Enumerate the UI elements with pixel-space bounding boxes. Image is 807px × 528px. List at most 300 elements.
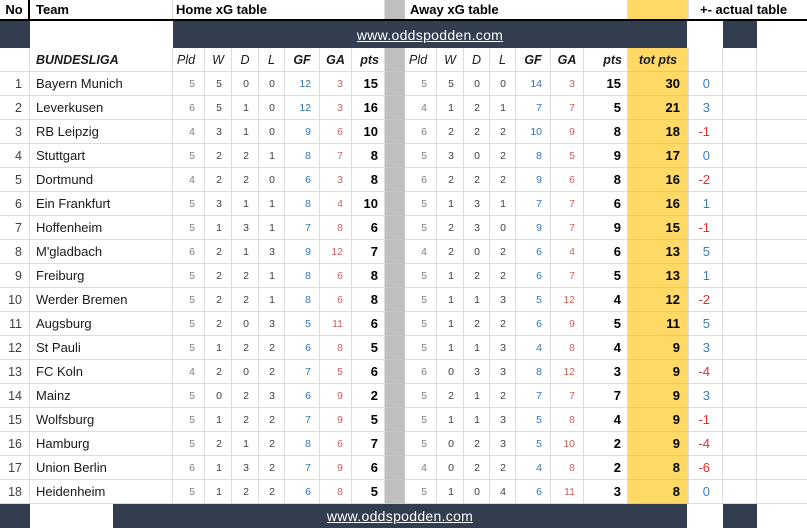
cell-home-pld[interactable]: 5 (173, 336, 205, 360)
cell-team-name[interactable]: Freiburg (30, 264, 173, 288)
cell-empty-x2[interactable] (757, 384, 807, 408)
cell-home-pts[interactable]: 5 (352, 480, 385, 504)
cell-home-ga[interactable]: 8 (320, 336, 352, 360)
cell-away-gf[interactable]: 6 (516, 480, 551, 504)
cell-home-w[interactable]: 1 (205, 480, 232, 504)
cell-team-name[interactable]: Hoffenheim (30, 216, 173, 240)
cell-away-l[interactable]: 2 (490, 312, 516, 336)
cell-actual-diff[interactable]: 1 (689, 264, 723, 288)
cell-rank[interactable]: 6 (0, 192, 30, 216)
cell-tot-pts[interactable]: 8 (628, 480, 689, 504)
cell-home-d[interactable]: 0 (232, 360, 259, 384)
cell-empty-x2[interactable] (757, 360, 807, 384)
cell-away-l[interactable]: 2 (490, 168, 516, 192)
cell-home-pld[interactable]: 5 (173, 216, 205, 240)
cell-away-pld[interactable]: 5 (405, 480, 437, 504)
cell-away-pts[interactable]: 7 (584, 384, 628, 408)
cell-rank[interactable]: 14 (0, 384, 30, 408)
cell-empty-x2[interactable] (757, 96, 807, 120)
cell-away-l[interactable]: 1 (490, 192, 516, 216)
cell-empty-x1[interactable] (723, 144, 757, 168)
cell-empty-x2[interactable] (757, 72, 807, 96)
cell-away-ga[interactable]: 3 (551, 72, 584, 96)
cell-actual-diff[interactable]: 3 (689, 336, 723, 360)
cell-home-gf[interactable]: 7 (285, 216, 320, 240)
cell-home-d[interactable]: 2 (232, 480, 259, 504)
cell-home-l[interactable]: 0 (259, 72, 285, 96)
cell-away-w[interactable]: 1 (437, 288, 464, 312)
cell-away-pts[interactable]: 4 (584, 336, 628, 360)
cell-team-name[interactable]: Werder Bremen (30, 288, 173, 312)
cell-team-name[interactable]: Bayern Munich (30, 72, 173, 96)
cell-home-l[interactable]: 0 (259, 120, 285, 144)
cell-away-w[interactable]: 2 (437, 216, 464, 240)
cell-home-ga[interactable]: 9 (320, 408, 352, 432)
cell-away-d[interactable]: 1 (464, 288, 490, 312)
cell-home-d[interactable]: 0 (232, 312, 259, 336)
cell-home-d[interactable]: 1 (232, 240, 259, 264)
cell-empty-x2[interactable] (757, 168, 807, 192)
cell-away-pts[interactable]: 2 (584, 456, 628, 480)
cell-rank[interactable]: 3 (0, 120, 30, 144)
cell-home-gf[interactable]: 12 (285, 72, 320, 96)
cell-home-ga[interactable]: 11 (320, 312, 352, 336)
cell-empty-x2[interactable] (757, 432, 807, 456)
cell-rank[interactable]: 9 (0, 264, 30, 288)
cell-home-d[interactable]: 1 (232, 96, 259, 120)
cell-rank[interactable]: 18 (0, 480, 30, 504)
cell-away-l[interactable]: 2 (490, 144, 516, 168)
cell-team-name[interactable]: Heidenheim (30, 480, 173, 504)
cell-away-w[interactable]: 2 (437, 240, 464, 264)
cell-tot-pts[interactable]: 16 (628, 168, 689, 192)
cell-away-pld[interactable]: 5 (405, 192, 437, 216)
cell-away-pts[interactable]: 2 (584, 432, 628, 456)
cell-home-pts[interactable]: 5 (352, 408, 385, 432)
cell-home-pts[interactable]: 10 (352, 120, 385, 144)
cell-away-w[interactable]: 1 (437, 312, 464, 336)
cell-away-l[interactable]: 0 (490, 216, 516, 240)
cell-away-gf[interactable]: 7 (516, 384, 551, 408)
cell-home-pld[interactable]: 4 (173, 120, 205, 144)
cell-empty-x1[interactable] (723, 336, 757, 360)
cell-home-pts[interactable]: 10 (352, 192, 385, 216)
cell-empty-x1[interactable] (723, 360, 757, 384)
cell-empty-x2[interactable] (757, 240, 807, 264)
cell-home-w[interactable]: 2 (205, 144, 232, 168)
cell-away-pld[interactable]: 6 (405, 360, 437, 384)
cell-home-pts[interactable]: 8 (352, 264, 385, 288)
cell-team-name[interactable]: Leverkusen (30, 96, 173, 120)
cell-home-w[interactable]: 0 (205, 384, 232, 408)
cell-actual-diff[interactable]: 0 (689, 480, 723, 504)
cell-home-pld[interactable]: 6 (173, 96, 205, 120)
cell-away-gf[interactable]: 8 (516, 144, 551, 168)
cell-home-pld[interactable]: 4 (173, 360, 205, 384)
cell-home-pld[interactable]: 5 (173, 72, 205, 96)
cell-tot-pts[interactable]: 9 (628, 360, 689, 384)
cell-home-pts[interactable]: 15 (352, 72, 385, 96)
cell-away-pld[interactable]: 5 (405, 264, 437, 288)
cell-home-ga[interactable]: 12 (320, 240, 352, 264)
cell-home-pld[interactable]: 5 (173, 480, 205, 504)
cell-away-pts[interactable]: 9 (584, 216, 628, 240)
cell-away-l[interactable]: 3 (490, 360, 516, 384)
cell-away-ga[interactable]: 4 (551, 240, 584, 264)
cell-home-d[interactable]: 2 (232, 168, 259, 192)
cell-away-gf[interactable]: 6 (516, 264, 551, 288)
cell-home-w[interactable]: 2 (205, 240, 232, 264)
cell-home-pts[interactable]: 7 (352, 240, 385, 264)
cell-team-name[interactable]: Dortmund (30, 168, 173, 192)
cell-home-ga[interactable]: 7 (320, 144, 352, 168)
cell-home-w[interactable]: 3 (205, 120, 232, 144)
cell-actual-diff[interactable]: 1 (689, 192, 723, 216)
cell-home-l[interactable]: 2 (259, 432, 285, 456)
cell-home-pts[interactable]: 8 (352, 288, 385, 312)
cell-away-ga[interactable]: 5 (551, 144, 584, 168)
cell-away-d[interactable]: 2 (464, 96, 490, 120)
cell-away-l[interactable]: 3 (490, 432, 516, 456)
cell-away-d[interactable]: 0 (464, 240, 490, 264)
cell-away-w[interactable]: 2 (437, 168, 464, 192)
cell-tot-pts[interactable]: 17 (628, 144, 689, 168)
cell-empty-x1[interactable] (723, 264, 757, 288)
cell-actual-diff[interactable]: 5 (689, 312, 723, 336)
cell-empty-x1[interactable] (723, 432, 757, 456)
cell-team-name[interactable]: Mainz (30, 384, 173, 408)
cell-away-pts[interactable]: 8 (584, 120, 628, 144)
cell-away-d[interactable]: 0 (464, 72, 490, 96)
cell-empty-x1[interactable] (723, 72, 757, 96)
cell-away-ga[interactable]: 7 (551, 216, 584, 240)
cell-tot-pts[interactable]: 8 (628, 456, 689, 480)
cell-actual-diff[interactable]: -1 (689, 120, 723, 144)
cell-away-d[interactable]: 2 (464, 120, 490, 144)
cell-empty-x2[interactable] (757, 288, 807, 312)
cell-home-gf[interactable]: 8 (285, 144, 320, 168)
cell-home-gf[interactable]: 6 (285, 168, 320, 192)
cell-home-l[interactable]: 1 (259, 288, 285, 312)
cell-actual-diff[interactable]: -4 (689, 432, 723, 456)
cell-team-name[interactable]: Stuttgart (30, 144, 173, 168)
cell-away-l[interactable]: 2 (490, 120, 516, 144)
cell-home-ga[interactable]: 3 (320, 96, 352, 120)
cell-actual-diff[interactable]: 3 (689, 384, 723, 408)
cell-tot-pts[interactable]: 13 (628, 264, 689, 288)
cell-away-gf[interactable]: 8 (516, 360, 551, 384)
cell-home-l[interactable]: 2 (259, 336, 285, 360)
cell-empty-x2[interactable] (757, 120, 807, 144)
cell-empty-x2[interactable] (757, 456, 807, 480)
cell-away-l[interactable]: 3 (490, 288, 516, 312)
cell-away-gf[interactable]: 4 (516, 456, 551, 480)
cell-team-name[interactable]: RB Leipzig (30, 120, 173, 144)
cell-away-d[interactable]: 3 (464, 192, 490, 216)
cell-rank[interactable]: 4 (0, 144, 30, 168)
cell-empty-x1[interactable] (723, 480, 757, 504)
cell-team-name[interactable]: St Pauli (30, 336, 173, 360)
cell-home-gf[interactable]: 8 (285, 264, 320, 288)
cell-home-pld[interactable]: 6 (173, 456, 205, 480)
cell-away-l[interactable]: 2 (490, 456, 516, 480)
cell-away-ga[interactable]: 12 (551, 360, 584, 384)
cell-home-pld[interactable]: 6 (173, 240, 205, 264)
cell-actual-diff[interactable]: 0 (689, 72, 723, 96)
cell-actual-diff[interactable]: 0 (689, 144, 723, 168)
cell-home-pld[interactable]: 5 (173, 432, 205, 456)
cell-away-d[interactable]: 1 (464, 336, 490, 360)
cell-rank[interactable]: 13 (0, 360, 30, 384)
cell-away-w[interactable]: 1 (437, 336, 464, 360)
cell-home-ga[interactable]: 6 (320, 432, 352, 456)
cell-home-ga[interactable]: 3 (320, 72, 352, 96)
cell-rank[interactable]: 12 (0, 336, 30, 360)
cell-home-gf[interactable]: 7 (285, 360, 320, 384)
cell-empty-x1[interactable] (723, 456, 757, 480)
cell-home-d[interactable]: 2 (232, 144, 259, 168)
cell-away-l[interactable]: 4 (490, 480, 516, 504)
cell-home-l[interactable]: 0 (259, 168, 285, 192)
cell-rank[interactable]: 2 (0, 96, 30, 120)
cell-away-l[interactable]: 2 (490, 264, 516, 288)
cell-home-pld[interactable]: 5 (173, 408, 205, 432)
cell-tot-pts[interactable]: 16 (628, 192, 689, 216)
cell-rank[interactable]: 15 (0, 408, 30, 432)
cell-empty-x2[interactable] (757, 192, 807, 216)
cell-away-gf[interactable]: 5 (516, 408, 551, 432)
cell-away-gf[interactable]: 5 (516, 288, 551, 312)
cell-home-ga[interactable]: 8 (320, 216, 352, 240)
cell-home-gf[interactable]: 8 (285, 288, 320, 312)
cell-away-w[interactable]: 1 (437, 264, 464, 288)
cell-tot-pts[interactable]: 9 (628, 336, 689, 360)
cell-home-gf[interactable]: 8 (285, 432, 320, 456)
cell-empty-x2[interactable] (757, 408, 807, 432)
cell-away-d[interactable]: 0 (464, 480, 490, 504)
cell-home-l[interactable]: 1 (259, 264, 285, 288)
cell-home-w[interactable]: 5 (205, 96, 232, 120)
cell-home-w[interactable]: 5 (205, 72, 232, 96)
cell-away-d[interactable]: 3 (464, 360, 490, 384)
cell-away-ga[interactable]: 7 (551, 264, 584, 288)
cell-away-d[interactable]: 3 (464, 216, 490, 240)
cell-away-d[interactable]: 0 (464, 144, 490, 168)
cell-away-pld[interactable]: 6 (405, 120, 437, 144)
cell-tot-pts[interactable]: 9 (628, 384, 689, 408)
cell-team-name[interactable]: FC Koln (30, 360, 173, 384)
cell-away-pts[interactable]: 8 (584, 168, 628, 192)
cell-away-d[interactable]: 1 (464, 384, 490, 408)
cell-home-w[interactable]: 3 (205, 192, 232, 216)
cell-away-w[interactable]: 0 (437, 432, 464, 456)
cell-away-pts[interactable]: 5 (584, 96, 628, 120)
cell-away-l[interactable]: 1 (490, 96, 516, 120)
cell-home-w[interactable]: 1 (205, 408, 232, 432)
cell-home-ga[interactable]: 6 (320, 264, 352, 288)
cell-away-d[interactable]: 2 (464, 312, 490, 336)
cell-home-l[interactable]: 3 (259, 312, 285, 336)
cell-empty-x2[interactable] (757, 144, 807, 168)
cell-away-pts[interactable]: 15 (584, 72, 628, 96)
cell-home-pts[interactable]: 16 (352, 96, 385, 120)
cell-home-w[interactable]: 1 (205, 216, 232, 240)
cell-away-ga[interactable]: 8 (551, 456, 584, 480)
cell-empty-x1[interactable] (723, 312, 757, 336)
cell-away-ga[interactable]: 11 (551, 480, 584, 504)
cell-away-pld[interactable]: 5 (405, 72, 437, 96)
cell-home-ga[interactable]: 9 (320, 456, 352, 480)
cell-empty-x2[interactable] (757, 336, 807, 360)
cell-away-ga[interactable]: 12 (551, 288, 584, 312)
cell-home-l[interactable]: 1 (259, 216, 285, 240)
cell-away-l[interactable]: 2 (490, 384, 516, 408)
cell-home-pts[interactable]: 8 (352, 168, 385, 192)
cell-home-gf[interactable]: 9 (285, 120, 320, 144)
cell-away-pts[interactable]: 6 (584, 240, 628, 264)
cell-home-w[interactable]: 2 (205, 432, 232, 456)
cell-away-pld[interactable]: 4 (405, 96, 437, 120)
cell-home-d[interactable]: 2 (232, 336, 259, 360)
cell-home-w[interactable]: 2 (205, 288, 232, 312)
cell-empty-x1[interactable] (723, 216, 757, 240)
cell-away-gf[interactable]: 9 (516, 216, 551, 240)
cell-tot-pts[interactable]: 15 (628, 216, 689, 240)
cell-away-pts[interactable]: 6 (584, 192, 628, 216)
cell-away-d[interactable]: 2 (464, 456, 490, 480)
cell-empty-x2[interactable] (757, 216, 807, 240)
cell-away-pts[interactable]: 9 (584, 144, 628, 168)
cell-home-w[interactable]: 2 (205, 168, 232, 192)
cell-home-d[interactable]: 1 (232, 192, 259, 216)
cell-home-pld[interactable]: 4 (173, 168, 205, 192)
cell-home-w[interactable]: 2 (205, 264, 232, 288)
cell-away-w[interactable]: 1 (437, 408, 464, 432)
cell-home-ga[interactable]: 8 (320, 480, 352, 504)
cell-away-pld[interactable]: 6 (405, 168, 437, 192)
cell-rank[interactable]: 8 (0, 240, 30, 264)
cell-home-d[interactable]: 2 (232, 264, 259, 288)
cell-home-d[interactable]: 3 (232, 456, 259, 480)
cell-empty-x2[interactable] (757, 264, 807, 288)
cell-away-pts[interactable]: 4 (584, 288, 628, 312)
cell-away-d[interactable]: 2 (464, 264, 490, 288)
cell-away-ga[interactable]: 7 (551, 96, 584, 120)
cell-home-d[interactable]: 1 (232, 120, 259, 144)
cell-home-gf[interactable]: 8 (285, 192, 320, 216)
cell-actual-diff[interactable]: 3 (689, 96, 723, 120)
cell-home-pts[interactable]: 8 (352, 144, 385, 168)
cell-tot-pts[interactable]: 12 (628, 288, 689, 312)
cell-away-w[interactable]: 1 (437, 192, 464, 216)
cell-empty-x1[interactable] (723, 408, 757, 432)
cell-away-gf[interactable]: 10 (516, 120, 551, 144)
cell-home-pld[interactable]: 5 (173, 384, 205, 408)
cell-team-name[interactable]: Hamburg (30, 432, 173, 456)
cell-home-d[interactable]: 2 (232, 408, 259, 432)
cell-empty-x1[interactable] (723, 168, 757, 192)
cell-home-pts[interactable]: 6 (352, 216, 385, 240)
cell-home-gf[interactable]: 6 (285, 336, 320, 360)
cell-away-l[interactable]: 0 (490, 72, 516, 96)
cell-home-l[interactable]: 1 (259, 192, 285, 216)
cell-away-pts[interactable]: 4 (584, 408, 628, 432)
cell-away-gf[interactable]: 6 (516, 240, 551, 264)
cell-away-w[interactable]: 5 (437, 72, 464, 96)
cell-home-d[interactable]: 2 (232, 384, 259, 408)
cell-away-pld[interactable]: 5 (405, 336, 437, 360)
cell-team-name[interactable]: Augsburg (30, 312, 173, 336)
cell-home-d[interactable]: 0 (232, 72, 259, 96)
cell-away-pld[interactable]: 5 (405, 144, 437, 168)
cell-home-w[interactable]: 2 (205, 312, 232, 336)
cell-home-l[interactable]: 0 (259, 96, 285, 120)
cell-actual-diff[interactable]: -1 (689, 408, 723, 432)
cell-home-pld[interactable]: 5 (173, 192, 205, 216)
cell-home-pts[interactable]: 6 (352, 456, 385, 480)
cell-actual-diff[interactable]: 5 (689, 240, 723, 264)
cell-home-d[interactable]: 2 (232, 288, 259, 312)
cell-away-w[interactable]: 0 (437, 360, 464, 384)
cell-actual-diff[interactable]: -2 (689, 168, 723, 192)
cell-away-pts[interactable]: 5 (584, 264, 628, 288)
cell-away-ga[interactable]: 8 (551, 336, 584, 360)
cell-home-l[interactable]: 2 (259, 456, 285, 480)
cell-empty-x2[interactable] (757, 480, 807, 504)
cell-home-pld[interactable]: 5 (173, 288, 205, 312)
cell-home-l[interactable]: 2 (259, 408, 285, 432)
cell-home-pld[interactable]: 5 (173, 144, 205, 168)
cell-home-l[interactable]: 3 (259, 240, 285, 264)
cell-rank[interactable]: 5 (0, 168, 30, 192)
cell-team-name[interactable]: M'gladbach (30, 240, 173, 264)
oddspodden-link-bottom[interactable]: www.oddspodden.com (326, 508, 474, 524)
cell-empty-x2[interactable] (757, 312, 807, 336)
cell-home-gf[interactable]: 7 (285, 456, 320, 480)
cell-away-gf[interactable]: 9 (516, 168, 551, 192)
cell-away-l[interactable]: 2 (490, 240, 516, 264)
cell-tot-pts[interactable]: 9 (628, 408, 689, 432)
cell-home-gf[interactable]: 7 (285, 408, 320, 432)
cell-away-w[interactable]: 0 (437, 456, 464, 480)
cell-rank[interactable]: 11 (0, 312, 30, 336)
cell-away-w[interactable]: 2 (437, 120, 464, 144)
cell-away-d[interactable]: 2 (464, 168, 490, 192)
cell-away-pts[interactable]: 5 (584, 312, 628, 336)
cell-rank[interactable]: 1 (0, 72, 30, 96)
cell-away-pld[interactable]: 5 (405, 432, 437, 456)
cell-rank[interactable]: 7 (0, 216, 30, 240)
cell-home-w[interactable]: 1 (205, 336, 232, 360)
cell-home-l[interactable]: 3 (259, 384, 285, 408)
cell-away-ga[interactable]: 9 (551, 312, 584, 336)
oddspodden-link-top[interactable]: www.oddspodden.com (356, 26, 504, 43)
cell-rank[interactable]: 16 (0, 432, 30, 456)
cell-home-gf[interactable]: 5 (285, 312, 320, 336)
cell-away-pld[interactable]: 5 (405, 384, 437, 408)
cell-home-gf[interactable]: 9 (285, 240, 320, 264)
cell-away-ga[interactable]: 10 (551, 432, 584, 456)
cell-actual-diff[interactable]: -2 (689, 288, 723, 312)
cell-home-pts[interactable]: 5 (352, 336, 385, 360)
cell-away-pld[interactable]: 5 (405, 312, 437, 336)
cell-home-pts[interactable]: 2 (352, 384, 385, 408)
cell-home-gf[interactable]: 6 (285, 480, 320, 504)
cell-away-gf[interactable]: 5 (516, 432, 551, 456)
cell-home-gf[interactable]: 12 (285, 96, 320, 120)
cell-away-w[interactable]: 1 (437, 96, 464, 120)
cell-away-d[interactable]: 1 (464, 408, 490, 432)
